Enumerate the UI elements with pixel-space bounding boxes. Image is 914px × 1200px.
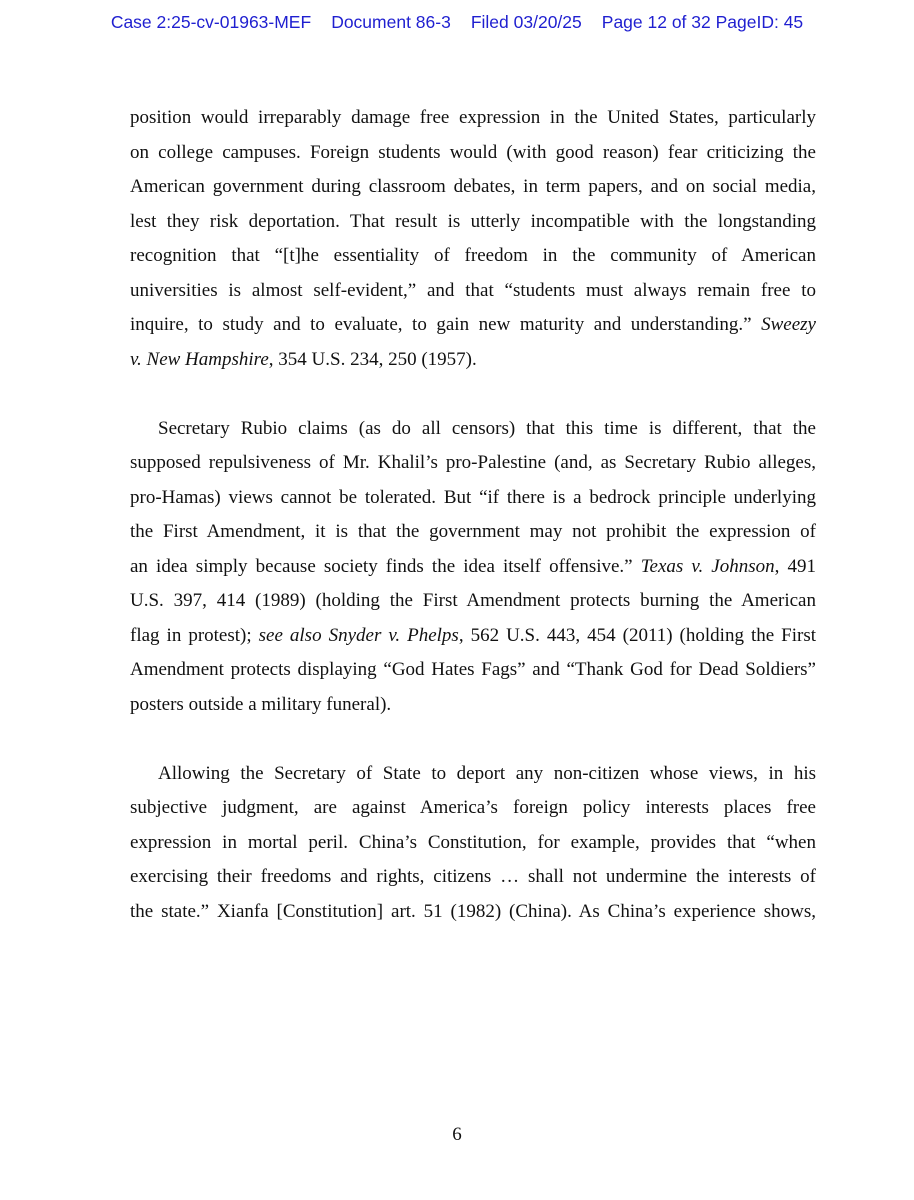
case-citation: v. New Hampshire bbox=[130, 348, 269, 370]
text-line: American government during classroom debates, in term papers, and on social media, bbox=[130, 176, 816, 197]
text-line: flag in protest); see also Snyder v. Phelps, 562 U.S. 443, 454 (2011) (holding the First bbox=[130, 624, 816, 646]
paragraph-2 bbox=[130, 412, 816, 723]
text-line: exercising their freedoms and rights, citizens … shall not undermine the interests of bbox=[130, 866, 816, 887]
text-line: subjective judgment, are against America’s foreign policy interests places free bbox=[130, 797, 816, 818]
case-citation: see also Snyder v. Phelps bbox=[258, 624, 459, 646]
text-line: on college campuses. Foreign students would (with good reason) fear criticizing the bbox=[130, 141, 816, 163]
text-line: the First Amendment, it is that the government may not prohibit the expression of bbox=[130, 521, 816, 542]
text-line: lest they risk deportation. That result is utterly incompatible with the longstanding bbox=[130, 210, 816, 232]
text-line: v. New Hampshire, 354 U.S. 234, 250 (1957). bbox=[130, 348, 477, 370]
paragraph-3 bbox=[130, 757, 816, 930]
document-body bbox=[130, 101, 816, 929]
text-line: Amendment protects displaying “God Hates Fags” and “Thank God for Dead Soldiers” bbox=[130, 659, 816, 680]
text-line: an idea simply because society finds the idea itself offensive.” Texas v. Johnson, 491 bbox=[130, 555, 816, 577]
paragraph-1 bbox=[130, 101, 816, 377]
case-number: Case 2:25-cv-01963-MEF bbox=[110, 12, 312, 32]
text-line: supposed repulsiveness of Mr. Khalil’s pro-Palestine (and, as Secretary Rubio alleges, bbox=[130, 452, 816, 473]
text-line: Allowing the Secretary of State to deport any non-citizen whose views, in his bbox=[158, 762, 816, 784]
text-line: the state.” Xianfa [Constitution] art. 51 (1982) (China). As China’s experience shows, bbox=[130, 900, 816, 922]
filed-date: Filed 03/20/25 bbox=[470, 12, 582, 32]
text-line: inquire, to study and to evaluate, to gain new maturity and understanding.” Sweezy bbox=[130, 314, 816, 335]
page-number: 6 bbox=[452, 1124, 462, 1145]
text-line: U.S. 397, 414 (1989) (holding the First Amendment protects burning the American bbox=[130, 590, 816, 611]
case-citation: Sweezy bbox=[761, 314, 816, 335]
text-line: posters outside a military funeral). bbox=[130, 693, 392, 715]
text-line: expression in mortal peril. China’s Constitution, for example, provides that “when bbox=[130, 831, 816, 853]
case-citation: Texas v. Johnson bbox=[640, 555, 775, 577]
document-number: Document 86-3 bbox=[331, 12, 451, 32]
text-line: universities is almost self-evident,” and that “students must always remain free to bbox=[130, 279, 816, 301]
text-line: recognition that “[t]he essentiality of freedom in the community of American bbox=[130, 245, 816, 266]
page-id: Page 12 of 32 PageID: 45 bbox=[601, 12, 804, 32]
filing-header bbox=[0, 12, 914, 33]
text-line: position would irreparably damage free expression in the United States, particularly bbox=[130, 107, 816, 128]
text-line: Secretary Rubio claims (as do all censors) that this time is different, that the bbox=[158, 417, 816, 439]
text-line: pro-Hamas) views cannot be tolerated. But “if there is a bedrock principle underlying bbox=[130, 486, 816, 508]
